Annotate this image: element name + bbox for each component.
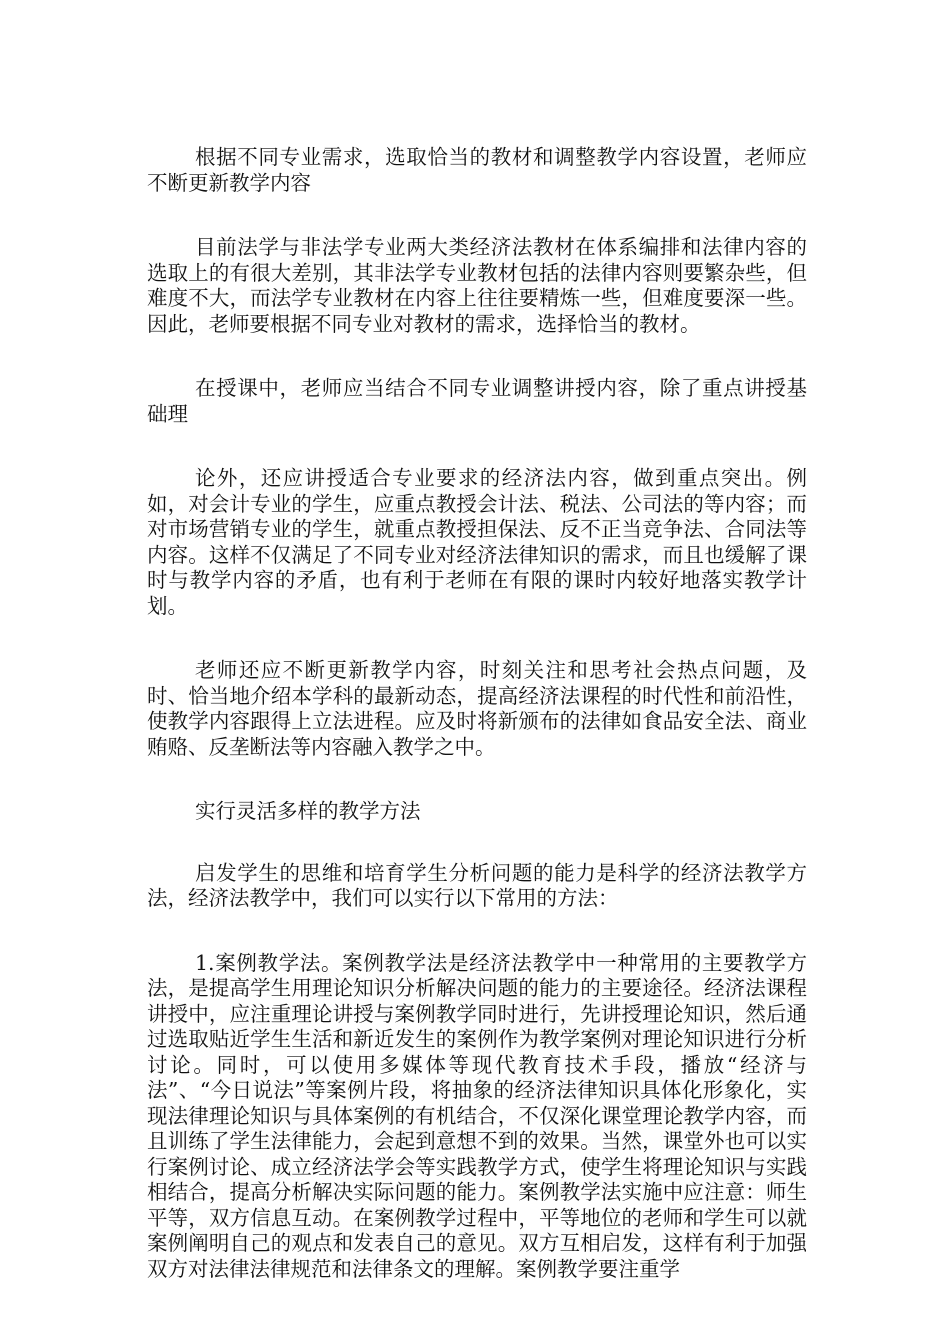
paragraph-teaching-content: 在授课中，老师应当结合不同专业调整讲授内容，除了重点讲授基础理 — [147, 376, 807, 426]
paragraph-textbook-differences: 目前法学与非法学专业两大类经济法教材在体系编排和法律内容的选取上的有很大差别，其非法学专业教材包括的法律内容则要繁杂些，但难度不大，而法学专业教材在内容上往往要精炼一些，但难度要深一些。因此，老师要根据不同专业对教材的需求，选择恰当的教材。 — [147, 235, 807, 336]
paragraph-methods-intro: 启发学生的思维和培育学生分析问题的能力是科学的经济法教学方法，经济法教学中，我们可以实行以下常用的方法： — [147, 860, 807, 910]
paragraph-update-content: 老师还应不断更新教学内容，时刻关注和思考社会热点问题，及时、恰当地介绍本学科的最新动态，提高经济法课程的时代性和前沿性，使教学内容跟得上立法进程。应及时将新颁布的法律如食品安全法、商业贿赂、反垄断法等内容融入教学之中。 — [147, 658, 807, 759]
document-page — [147, 145, 807, 1321]
paragraph-major-specific-content: 论外，还应讲授适合专业要求的经济法内容，做到重点突出。例如，对会计专业的学生，应重点教授会计法、税法、公司法的等内容；而对市场营销专业的学生，就重点教授担保法、反不正当竞争法、合同法等内容。这样不仅满足了不同专业对经济法律知识的需求，而且也缓解了课时与教学内容的矛盾，也有利于老师在有限的课时内较好地落实教学计划。 — [147, 466, 807, 618]
paragraph-case-teaching: 1.案例教学法。案例教学法是经济法教学中一种常用的主要教学方法，是提高学生用理论知识分析解决问题的能力的主要途径。经济法课程讲授中，应注重理论讲授与案例教学同时进行，先讲授理论知识，然后通过选取贴近学生生活和新近发生的案例作为教学案例对理论知识进行分析讨论。同时，可以使用多媒体等现代教育技术手段，播放“经济与法”、“今日说法”等案例片段，将抽象的经济法律知识具体化形象化，实现法律理论知识与具体案例的有机结合，不仅深化课堂理论教学内容，而且训练了学生法律能力，会起到意想不到的效果。当然，课堂外也可以实行案例讨论、成立经济法学会等实践教学方式，使学生将理论知识与实践相结合，提高分析解决实际问题的能力。案例教学法实施中应注意：师生平等，双方信息互动。在案例教学过程中，平等地位的老师和学生可以就案例阐明自己的观点和发表自己的意见。双方互相启发，这样有利于加强双方对法律法律规范和法律条文的理解。案例教学要注重学 — [147, 950, 807, 1281]
section-heading-methods: 实行灵活多样的教学方法 — [195, 799, 421, 823]
section-heading-textbook: 根据不同专业需求，选取恰当的教材和调整教学内容设置，老师应不断更新教学内容 — [147, 145, 807, 195]
